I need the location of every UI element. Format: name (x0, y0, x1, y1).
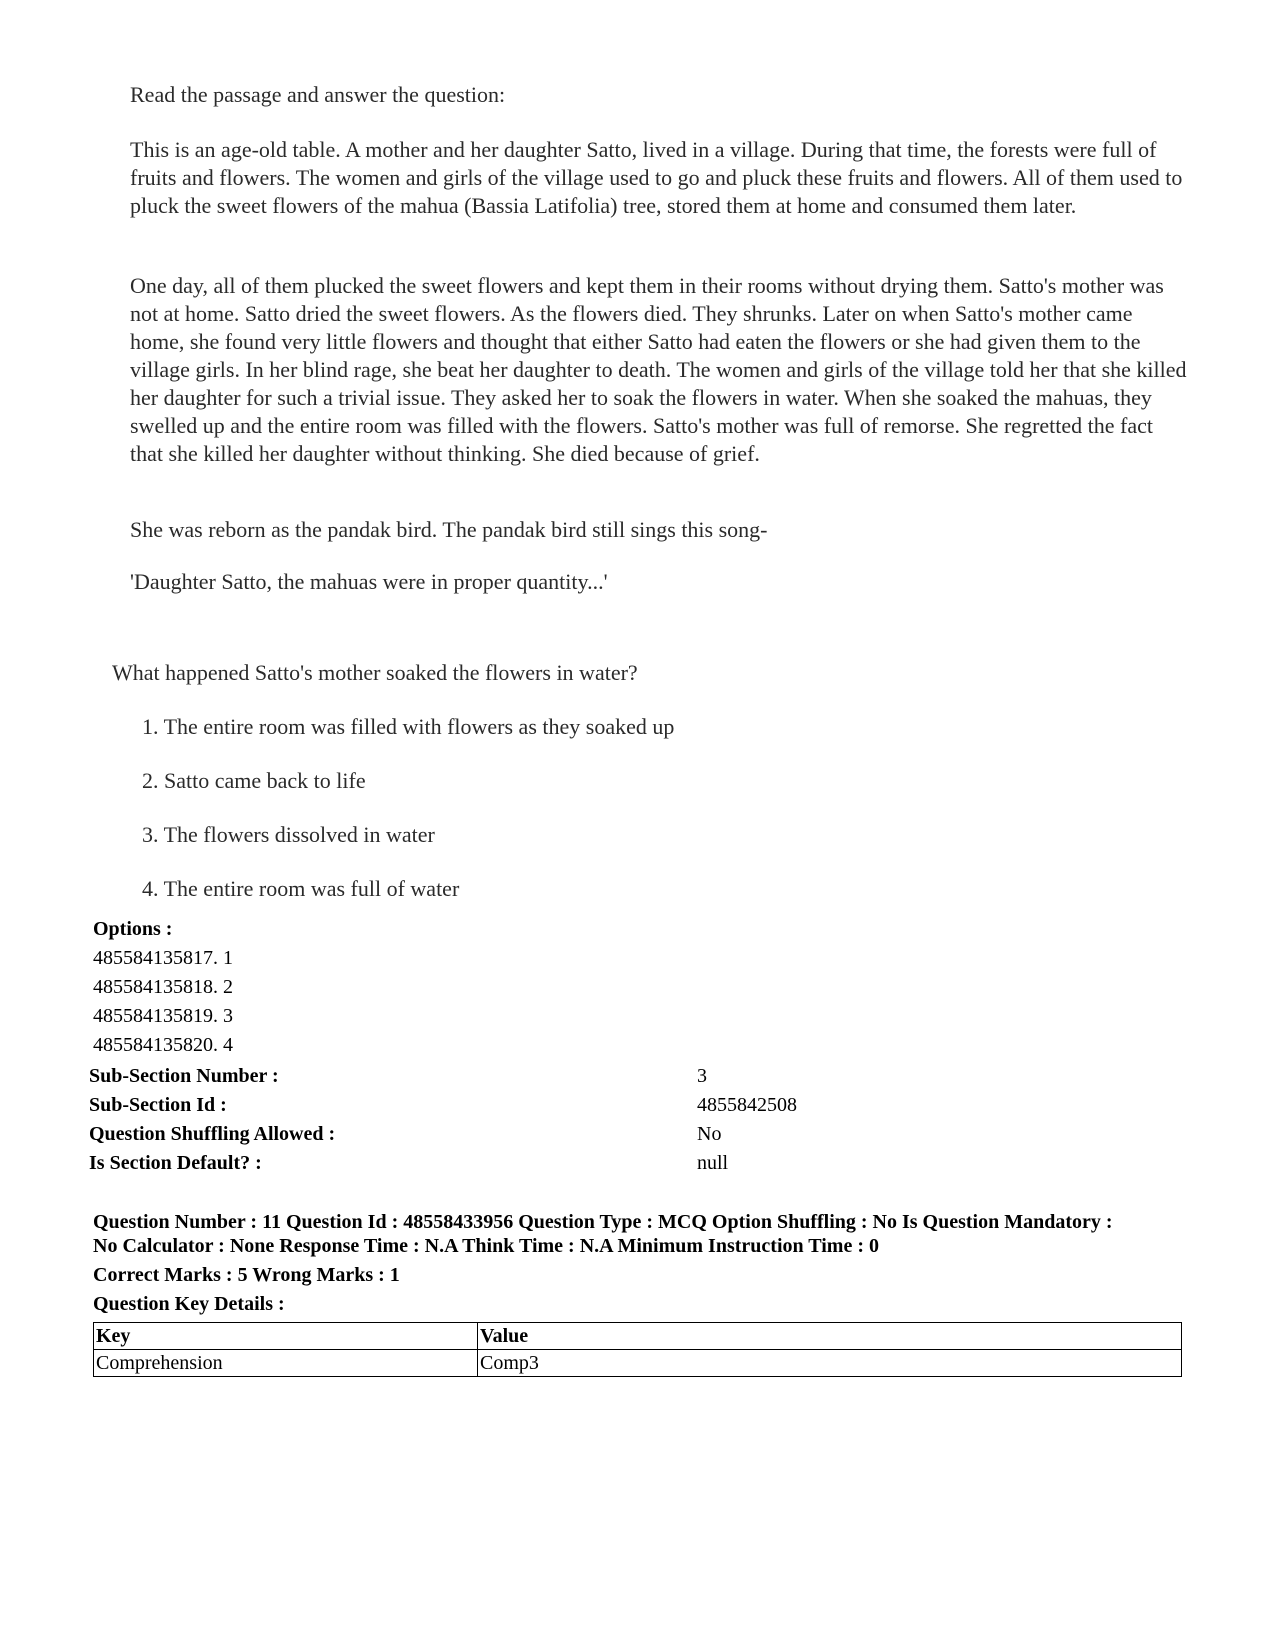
subsection-number-value: 3 (697, 1065, 707, 1087)
passage-paragraph: She was reborn as the pandak bird. The pandak bird still sings this song- (130, 517, 768, 542)
table-cell-key: Comprehension (94, 1350, 478, 1377)
shuffling-allowed-label: Question Shuffling Allowed : (89, 1123, 336, 1145)
table-header-key: Key (94, 1323, 478, 1350)
shuffling-allowed-value: No (697, 1123, 722, 1145)
section-default-label: Is Section Default? : (89, 1152, 262, 1174)
answer-choice: 2. Satto came back to life (142, 768, 366, 793)
option-item: 485584135820. 4 (93, 1034, 233, 1056)
table-row (94, 1350, 1182, 1377)
table-header-value: Value (478, 1323, 1182, 1350)
section-default-value: null (697, 1152, 729, 1174)
passage-paragraph: This is an age-old table. A mother and her daughter Satto, lived in a village. During that time, the forests were full of fruits and flowers. The women and girls of the village used to go and pluck these fruits and flowers. All of them used to pluck the sweet flowers of the mahua (Bassia Latifolia) tree, stored them at home and consumed them later. (130, 137, 1183, 218)
passage-paragraph: 'Daughter Satto, the mahuas were in proper quantity...' (130, 569, 608, 594)
option-item: 485584135817. 1 (93, 947, 233, 969)
subsection-id-value: 4855842508 (697, 1094, 797, 1116)
option-item: 485584135818. 2 (93, 976, 233, 998)
marks-line: Correct Marks : 5 Wrong Marks : 1 (93, 1264, 400, 1286)
table-header-row (94, 1323, 1182, 1350)
key-details-table (93, 1322, 1182, 1377)
key-details-heading: Question Key Details : (93, 1293, 285, 1315)
subsection-number-label: Sub-Section Number : (89, 1065, 279, 1087)
passage-intro: Read the passage and answer the question: (130, 82, 506, 107)
answer-choice: 3. The flowers dissolved in water (142, 822, 435, 847)
table-cell-value: Comp3 (478, 1350, 1182, 1377)
answer-choice: 1. The entire room was filled with flowers as they soaked up (142, 714, 675, 739)
option-item: 485584135819. 3 (93, 1005, 233, 1027)
options-heading: Options : (93, 918, 173, 940)
subsection-id-label: Sub-Section Id : (89, 1094, 227, 1116)
answer-choice: 4. The entire room was full of water (142, 876, 460, 901)
question-meta-line: Question Number : 11 Question Id : 48558433956 Question Type : MCQ Option Shuffling : No Is Question Mandatory : (93, 1211, 1113, 1233)
question-meta-line: No Calculator : None Response Time : N.A Think Time : N.A Minimum Instruction Time : 0 (93, 1235, 879, 1257)
question-text: What happened Satto's mother soaked the flowers in water? (112, 660, 638, 685)
passage-paragraph: One day, all of them plucked the sweet flowers and kept them in their rooms without drying them. Satto's mother was not at home. Satto dried the sweet flowers. As the flowers died. They shrunks. Later on when Satto's mother came home, she found very little flowers and thought that either Satto had eaten the flowers or she had given them to the village girls. In her blind rage, she beat her daughter to death. The women and girls of the village told her that she killed her daughter for such a trivial issue. They asked her to soak the flowers in water. When she soaked the mahuas, they swelled up and the entire room was filled with the flowers. Satto's mother was full of remorse. She regretted the fact that she killed her daughter without thinking. She died because of grief. (130, 273, 1187, 466)
